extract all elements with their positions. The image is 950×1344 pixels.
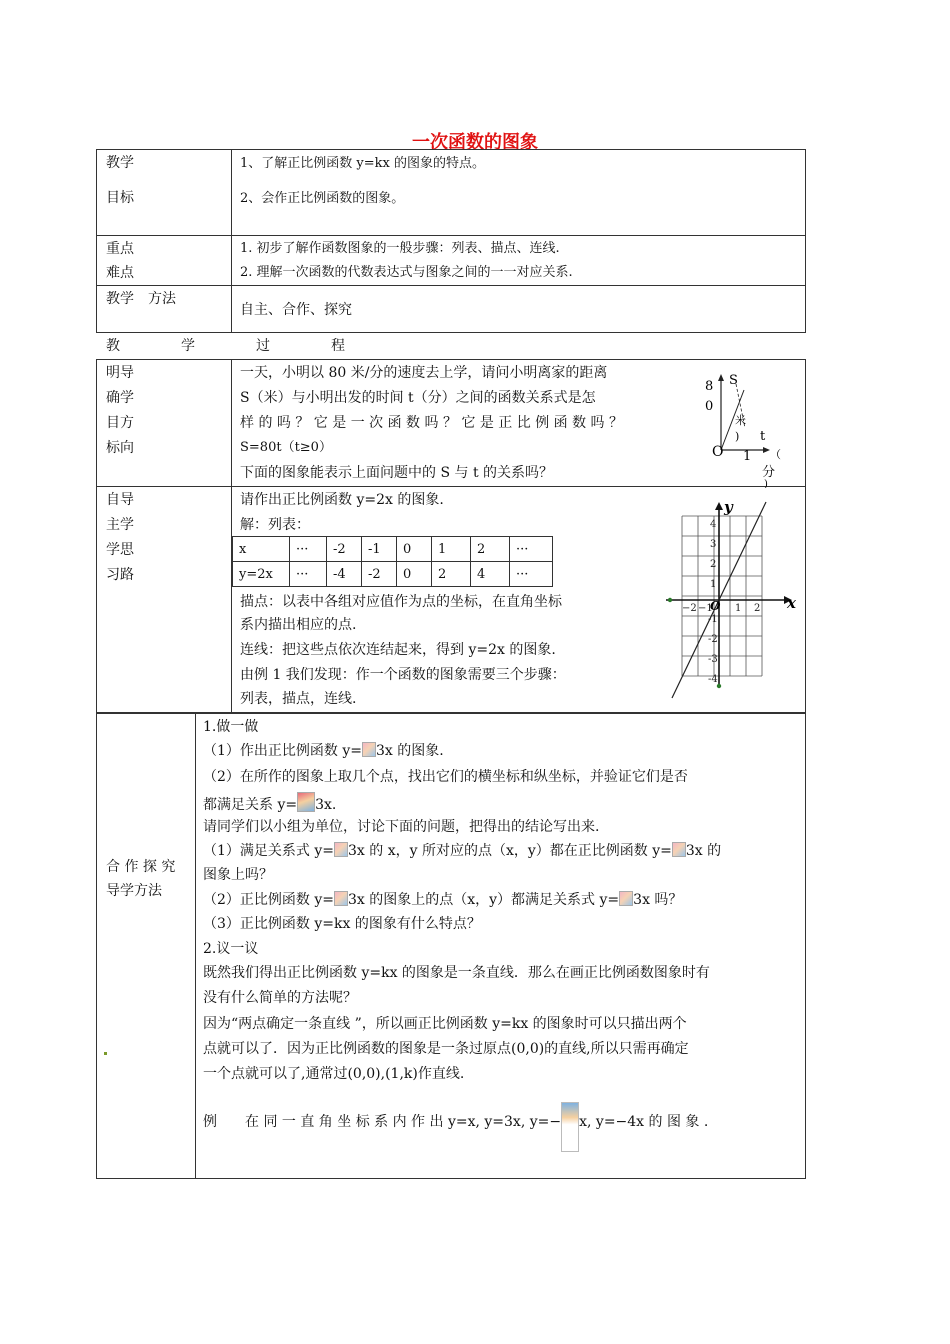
objectives-label-2: 目标	[106, 190, 134, 206]
y-tick-label: 2	[710, 559, 717, 570]
section1-label-3: 目方	[106, 415, 134, 431]
table-cell: x	[233, 537, 290, 562]
objective-item-2: 2、会作正比例函数的图象。	[240, 191, 405, 206]
y-axis-arrow	[715, 502, 723, 510]
table-cell: 1	[432, 537, 471, 562]
section2-intro: 请作出正比例函数 y=2x 的图象.	[240, 492, 444, 508]
y-tick-label: 4	[710, 519, 717, 530]
y-tick-label: 3	[710, 539, 717, 550]
decorative-dot	[104, 1052, 107, 1055]
y-axis-label: y	[724, 498, 733, 516]
table-cell: ···	[510, 537, 553, 562]
distance-time-graph	[700, 368, 800, 488]
table-cell: ···	[290, 562, 327, 587]
section1-label-4: 标向	[106, 440, 134, 456]
fraction-image-icon	[619, 891, 633, 906]
graph-x-paren: （	[770, 448, 781, 461]
origin-label: O	[710, 599, 721, 613]
section1-label-1: 明导	[106, 365, 134, 381]
objective-item-1: 1、了解正比例函数 y=kx 的图象的特点。	[240, 156, 485, 171]
example-post: x, y=−4x 的 图 象 .	[579, 1114, 709, 1130]
example-line	[203, 1102, 708, 1152]
table-cell: 0	[397, 562, 432, 587]
discuss-title: 2.议一议	[203, 941, 259, 957]
page-title: 一次函数的图象	[412, 132, 538, 153]
table-cell: 4	[471, 562, 510, 587]
value-table	[232, 536, 553, 587]
d1-pre: （1）满足关系式 y=	[203, 843, 334, 859]
axis-end-dot	[668, 598, 672, 602]
discuss-question-2	[203, 891, 682, 909]
method-content: 自主、合作、探究	[240, 302, 352, 318]
table-cell: -4	[327, 562, 362, 587]
objectives-label-1: 教学	[106, 155, 134, 171]
y-equals-2x-graph	[662, 496, 802, 708]
y-tick-label: 1	[710, 579, 717, 590]
table-cell: -2	[362, 562, 397, 587]
q2-pre: 都满足关系 y=	[203, 797, 298, 813]
d2-pre: （2）正比例函数 y=	[203, 892, 334, 908]
discuss-question-1	[203, 842, 721, 860]
graph-t-label: t	[760, 429, 766, 444]
discuss-line-2: 没有什么简单的方法呢？	[203, 990, 357, 1006]
q1-post: 3x 的图象.	[376, 743, 444, 759]
process-header-4: 程	[331, 338, 345, 354]
table-cell: -1	[362, 537, 397, 562]
section1-line-2: S（米）与小明出发的时间 t（分）之间的函数关系式是怎	[240, 390, 596, 406]
graph-s-label: S	[729, 373, 738, 388]
y-tick-label: -3	[708, 654, 718, 665]
graph-x-unit-close: )	[764, 479, 768, 488]
section2-label-3: 学思	[106, 542, 134, 558]
plot-line-4: 由例 1 我们发现：作一个函数的图象需要三个步骤：	[240, 667, 566, 683]
fraction-image-icon	[334, 842, 348, 857]
group-instruction: 请同学们以小组为单位，讨论下面的问题，把得出的结论写出来.	[203, 819, 600, 835]
process-header-3: 过	[256, 338, 270, 354]
fraction-image-icon	[334, 891, 348, 906]
x-axis-label: x	[787, 594, 796, 612]
table-cell: y=2x	[233, 562, 290, 587]
section2-solve: 解：列表：	[240, 517, 310, 533]
do-question-2-line1: （2）在所作的图象上取几个点，找出它们的横坐标和纵坐标，并验证它们是否	[203, 769, 688, 785]
graph-paren: )	[735, 430, 740, 443]
discuss-question-3: （3）正比例函数 y=kx 的图象有什么特点？	[203, 916, 481, 932]
section1-line-4: S=80t（t≥0）	[240, 440, 332, 455]
keypoints-label-2: 难点	[106, 265, 134, 281]
table-cell: 2	[432, 562, 471, 587]
keypoints-label-1: 重点	[106, 241, 134, 257]
do-title: 1.做一做	[203, 719, 259, 735]
keypoint-item-2: 2. 理解一次函数的代数表达式与图象之间的一一对应关系.	[240, 265, 573, 280]
method-label: 教学 方法	[106, 291, 176, 307]
t-axis-arrow	[763, 447, 770, 453]
section2-label-4: 习路	[106, 567, 134, 583]
table-cell: ···	[290, 537, 327, 562]
table-cell: -2	[327, 537, 362, 562]
process-header-1: 教	[106, 338, 120, 354]
graph-x-unit: 分	[762, 465, 776, 480]
d2-post: 3x 吗？	[633, 892, 683, 908]
keypoint-item-1: 1. 初步了解作函数图象的一般步骤：列表、描点、连线.	[240, 241, 560, 256]
fraction-image-icon	[561, 1102, 579, 1152]
discuss-question-1-line2: 图象上吗？	[203, 867, 273, 883]
process-header-2: 学	[181, 338, 195, 354]
x-tick-label: 1	[735, 603, 742, 614]
x-tick-label: −1	[698, 603, 713, 614]
do-question-2-line2	[203, 792, 336, 814]
graph-s-unit: 米	[735, 414, 746, 427]
section1-line-1: 一天，小明以 80 米/分的速度去上学，请问小明离家的距离	[240, 365, 608, 381]
section1-line-5: 下面的图象能表示上面问题中的 S 与 t 的关系吗？	[240, 465, 554, 481]
plot-line-5: 列表，描点，连线.	[240, 691, 357, 707]
y-tick-label: -1	[708, 614, 718, 625]
graph-y-0: 0	[705, 399, 714, 414]
fraction-image-icon	[362, 742, 376, 757]
s-axis-arrow	[718, 374, 724, 381]
section1-line-3: 样 的 吗 ？ 它 是 一 次 函 数 吗 ？ 它 是 正 比 例 函 数 吗 ？	[240, 415, 624, 431]
section3-label-2: 导学方法	[106, 883, 162, 899]
d1-post: 3x 的	[685, 843, 722, 859]
table-cell: ···	[510, 562, 553, 587]
discuss-line-1: 既然我们得出正比例函数 y=kx 的图象是一条直线．那么在画正比例函数图象时有	[203, 965, 710, 981]
d1-mid: 3x 的 x，y 所对应的点（x，y）都在正比例函数 y=	[348, 843, 672, 859]
plot-line-1: 描点：以表中各组对应值作为点的坐标，在直角坐标	[240, 594, 562, 610]
table-row	[233, 562, 553, 587]
example-pre: 例 在 同 一 直 角 坐 标 系 内 作 出 y=x, y=3x, y=−	[203, 1114, 562, 1130]
because-line-3: 一个点就可以了,通常过(0,0),(1,k)作直线.	[203, 1066, 465, 1082]
table-cell: 0	[397, 537, 432, 562]
y-tick-label: -4	[708, 674, 718, 685]
fraction-image-icon	[297, 792, 315, 812]
y-tick-label: -2	[708, 634, 718, 645]
section2-label-2: 主学	[106, 517, 134, 533]
q1-pre: （1）作出正比例函数 y=	[203, 743, 362, 759]
section3-label-1: 合 作 探 究	[106, 859, 176, 875]
fraction-image-icon	[672, 842, 686, 857]
because-line-2: 点就可以了．因为正比例函数的图象是一条过原点(0,0)的直线,所以只需再确定	[203, 1041, 689, 1057]
q2-post: 3x.	[315, 797, 337, 813]
do-question-1	[203, 742, 444, 760]
graph-origin: O	[712, 444, 724, 460]
graph-y-8: 8	[705, 379, 714, 394]
section2-label-1: 自导	[106, 492, 134, 508]
section1-label-2: 确学	[106, 390, 134, 406]
x-tick-label: 2	[754, 603, 761, 614]
plot-line-3: 连线：把这些点依次连结起来，得到 y=2x 的图象.	[240, 642, 556, 658]
because-line-1: 因为“两点确定一条直线 ”，所以画正比例函数 y=kx 的图象时可以只描出两个	[203, 1016, 687, 1032]
table-cell: 2	[471, 537, 510, 562]
d2-mid: 3x 的图象上的点（x，y）都满足关系式 y=	[348, 892, 620, 908]
plot-line-2: 系内描出相应的点.	[240, 617, 357, 633]
graph-x-1: 1	[743, 449, 752, 464]
x-tick-label: −2	[682, 603, 697, 614]
table-row	[233, 537, 553, 562]
